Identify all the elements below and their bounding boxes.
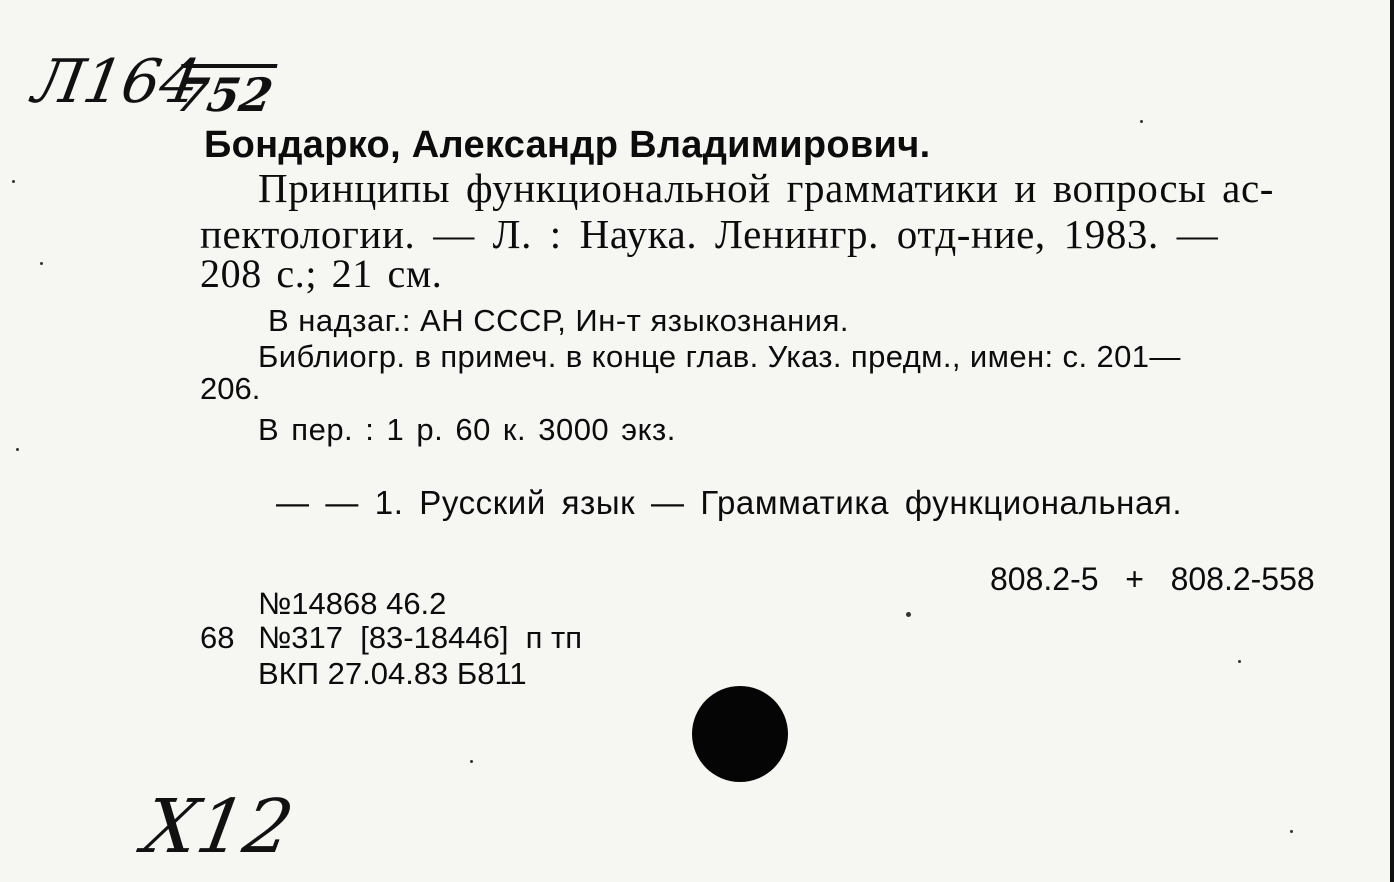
handwritten-number: 752 xyxy=(171,68,277,122)
speck xyxy=(1238,660,1241,663)
speck xyxy=(16,448,19,451)
note-bibliography-line-2: 206. xyxy=(200,371,261,406)
price-and-print-run: В пер. : 1 р. 60 к. 3000 экз. xyxy=(258,412,676,447)
registration-prefix: 68 xyxy=(200,620,235,655)
speck xyxy=(12,180,15,183)
note-issuing-body: В надзаг.: АН СССР, Ин-т языкознания. xyxy=(268,303,849,338)
title-line-2: пектологии. — Л. : Наука. Ленингр. отд-ние, 1983. — xyxy=(200,211,1219,257)
speck xyxy=(1140,120,1143,123)
punch-hole xyxy=(692,686,788,782)
card-edge-shadow xyxy=(1390,0,1394,882)
subject-heading: — — 1. Русский язык — Грамматика функциональная. xyxy=(276,484,1183,521)
speck xyxy=(906,612,911,617)
registration-line-1: №14868 46.2 xyxy=(258,586,447,621)
speck xyxy=(1290,830,1293,833)
note-bibliography-line-1: Библиогр. в примеч. в конце глав. Указ. предм., имен: с. 201— xyxy=(258,339,1181,374)
handwritten-bottom-mark: X12 xyxy=(137,784,300,870)
handwritten-shelfmark: Л164 xyxy=(27,47,205,117)
classification-numbers: 808.2-5 + 808.2-558 xyxy=(990,561,1315,597)
title-line-1: Принципы функциональной грамматики и вопросы ас- xyxy=(258,165,1274,211)
registration-line-3: ВКП 27.04.83 Б811 xyxy=(258,656,527,691)
title-line-3: 208 с.; 21 см. xyxy=(200,251,443,296)
author-heading: Бондарко, Александр Владимирович. xyxy=(204,124,931,166)
speck xyxy=(470,760,473,763)
registration-line-2: №317 [83-18446] п тп xyxy=(258,620,583,655)
speck xyxy=(40,262,43,265)
